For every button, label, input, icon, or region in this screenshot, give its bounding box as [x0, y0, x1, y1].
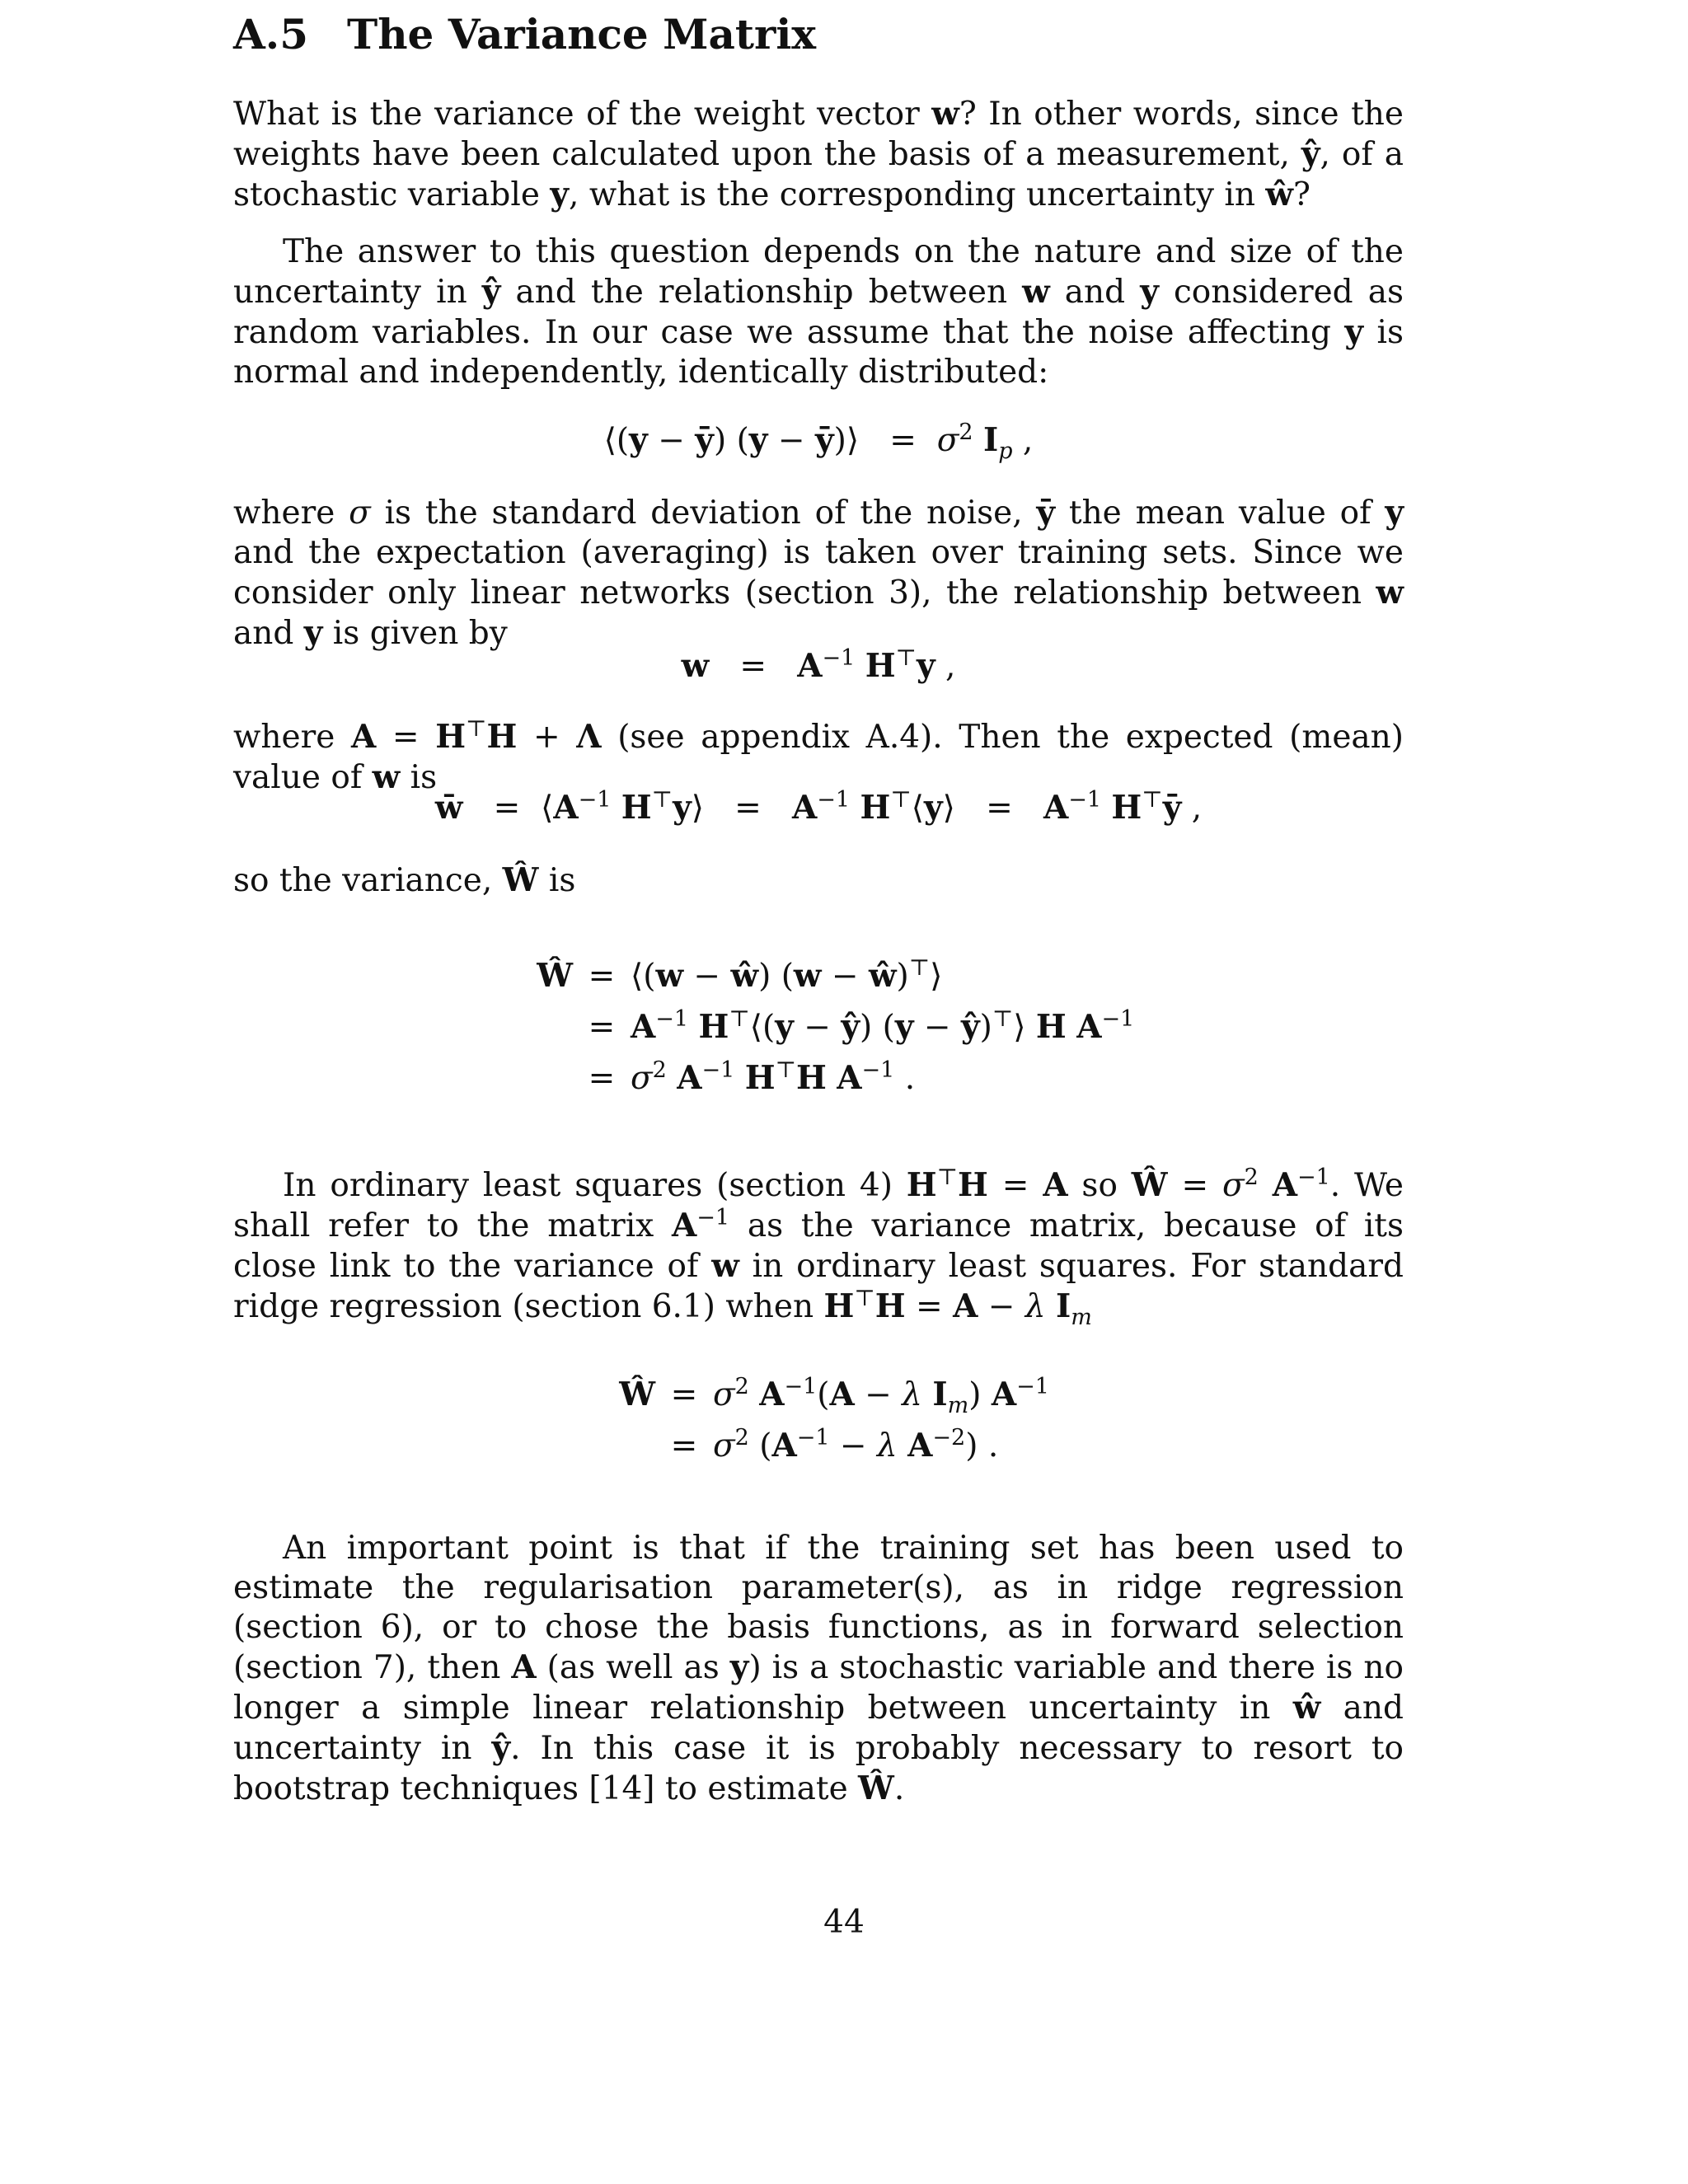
section-number: A.5 — [233, 10, 308, 59]
equation-ridge-variance: Ŵ = $\sigma^2$ $A^{-1}(A - \lambda$ $I_m$) $A^{-1}$ = $\sigma^2$ ($A^{-1} - \lambda$ $A^{-2}$) . — [619, 1374, 1049, 1465]
page-number: 44 — [823, 1904, 865, 1941]
paragraph-1: What is the variance of the weight vector w? In other words, since the weights have been calculated upon the basis of a measurement, ŷ, of a stochastic variable y, what is the corresponding uncertainty in ŵ? — [233, 95, 1404, 213]
paragraph-4: where A = H⊤H + Λ (see appendix A.4). Then the expected (mean) value of w is — [233, 716, 1404, 796]
paragraph-2: The answer to this question depends on the nature and size of the uncertainty in ŷ and the relationship between w and y considered as random variables. In our case we assume that the noise affecting y is normal and independently, identically distributed: — [233, 233, 1404, 391]
equation-noise-covariance: ⟨(y − ȳ) (y − ȳ)⟩ = $\sigma^2$ $I_p$ , — [603, 419, 1034, 464]
equation-variance-derivation: Ŵ = ⟨(w − ŵ) (w − ŵ)⊤⟩ = $A^{-1}$ H⊤⟨(y − ŷ) (y − ŷ)⊤⟩ H $A^{-1}$ = $\sigma^2$ $A^{-1}$ H⊤H $A^{-1}$ . — [537, 955, 1135, 1097]
section-heading — [233, 10, 816, 59]
section-title: The Variance Matrix — [347, 10, 817, 59]
paragraph-5: so the variance, Ŵ is — [233, 861, 576, 899]
equation-weights: $w = A^{-1}$ H⊤y , — [681, 645, 956, 685]
paragraph-3: where σ is the standard deviation of the noise, ȳ the mean value of y and the expectation (averaging) is taken over training sets. Since we consider only linear networks (section 3), the relationship between w and y is given by — [233, 494, 1404, 652]
paragraph-7: An important point is that if the training set has been used to estimate the regularisation parameter(s), as in ridge regression (section 6), or to chose the basis functions, as in forward selection (section 7), then A (as well as y) is a stochastic variable and there is no longer a simple linear relationship between uncertainty in ŵ and uncertainty in ŷ. In this case it is probably necessary to resort to bootstrap techniques [14] to estimate Ŵ. — [233, 1530, 1404, 1807]
equation-mean-weights: w̄ = $⟨A^{-1}$ H⊤y⟩ = $A^{-1}$ H⊤⟨y⟩ = $A^{-1}$ H⊤ȳ , — [434, 787, 1203, 827]
paragraph-6: In ordinary least squares (section 4) H⊤H = A so Ŵ = $\sigma^2$ $A^{-1}$. We shall refer to the matrix $A^{-1}$ as the variance matrix, because of its close link to the variance of w in ordinary least squares. For standard ridge regression (section 6.1) when H⊤H = A − λ $I_m$ — [233, 1165, 1404, 1330]
